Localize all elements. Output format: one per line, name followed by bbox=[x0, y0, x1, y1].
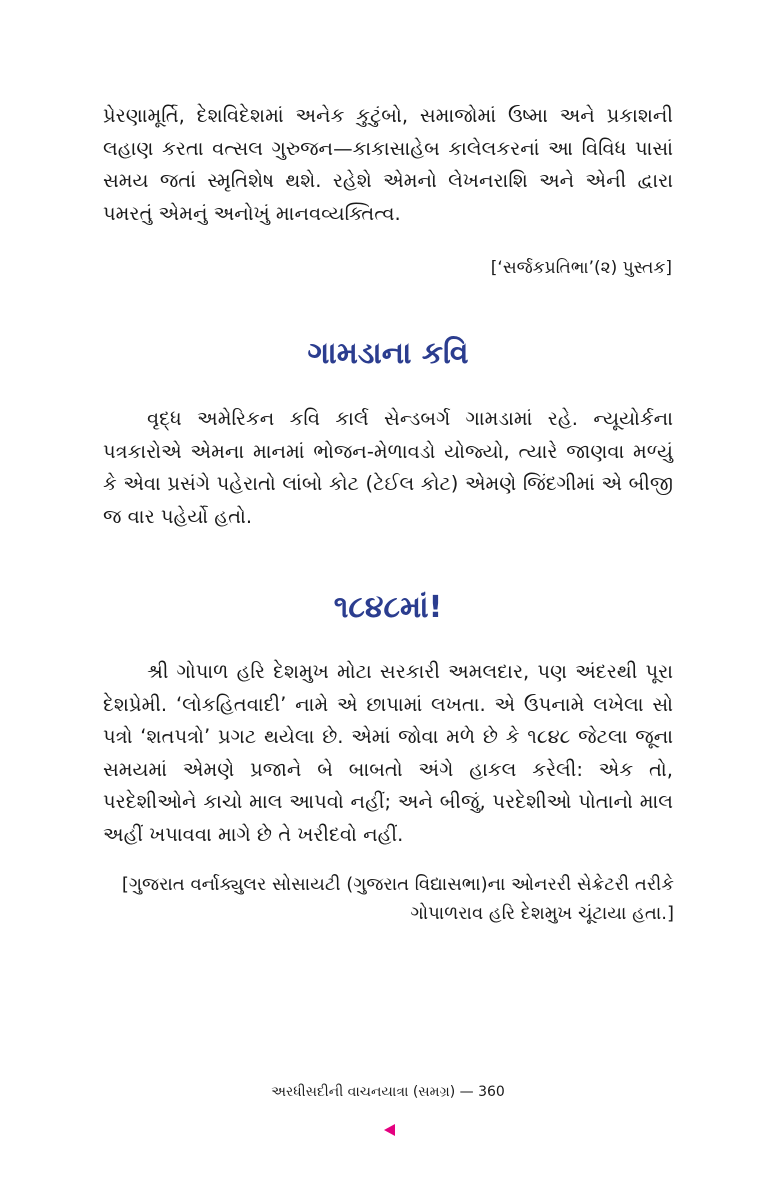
section-paragraph-1848: શ્રી ગોપાળ હરિ દેશમુખ મોટા સરકારી અમલદાર, પણ અંદરથી પૂરા દેશપ્રેમી. ‘લોકહિતવાદી’ નામે એ છાપામાં લખતા. એ ઉપનામે લખેલા સો પત્રો ‘શતપત્રો’ પ્રગટ થયેલા છે. એમાં જોવા મળે છે કે ૧૮૪૮ જેટલા જૂના સમયમાં એમણે પ્રજાને બે બાબતો અંગે હાકલ કરેલી: એક તો, પરદેશીઓને કાચો માલ આપવો નહીં; અને બીજું, પરદેશીઓ પોતાનો માલ અહીં ખપાવવા માગે છે તે ખરીદવો નહીં. bbox=[103, 660, 673, 846]
section-paragraph-gamdana-kavi: વૃદ્ધ અમેરિકન કવિ કાર્લ સેન્ડબર્ગ ગામડામાં રહે. ન્યૂયોર્કના પત્રકારોએ એમના માનમાં ભોજન-મેળાવડો યોજ્યો, ત્યારે જાણવા મળ્યું કે એવા પ્રસંગે પહેરાતો લાંબો કોટ (ટેઈલ કોટ) એમણે જિંદગીમાં એ બીજી જ વાર પહેર્યો હતો. bbox=[103, 407, 673, 528]
intro-paragraph: પ્રેરણામૂર્તિ, દેશવિદેશમાં અનેક કુટુંબો, સમાજોમાં ઉષ્મા અને પ્રકાશની લહાણ કરતા વત્સલ ગુરુજન—કાકાસાહેબ કાલેલકરનાં આ વિવિધ પાસાં સમય જતાં સ્મૃતિશેષ થશે. રહેશે એમનો લેખનરાશિ અને એની દ્વારા પમરતું એમનું અનોખું માનવવ્યક્તિત્વ. bbox=[103, 104, 673, 225]
section-note-1848: [ગુજરાત વર્નાક્યુલર સોસાયટી (ગુજરાત વિદ્યાસભા)ના ઓનરરી સેક્રેટરી તરીકે ગોપાળરાવ હરિ દેશમુખ ચૂંટાયા હતા.] bbox=[121, 874, 674, 924]
section-title-1848: ૧૮૪૮માં! bbox=[333, 590, 443, 625]
section-title-gamdana-kavi: ગામડાના કવિ bbox=[307, 336, 469, 371]
left-triangle-icon[interactable] bbox=[384, 1124, 395, 1136]
page-footer: અરધીસદીની વાચનયાત્રા (સમગ્ર) — 360 bbox=[271, 1084, 505, 1100]
intro-source-citation: [‘સર્જકપ્રતિભા’(૨) પુસ્તક] bbox=[490, 258, 672, 278]
